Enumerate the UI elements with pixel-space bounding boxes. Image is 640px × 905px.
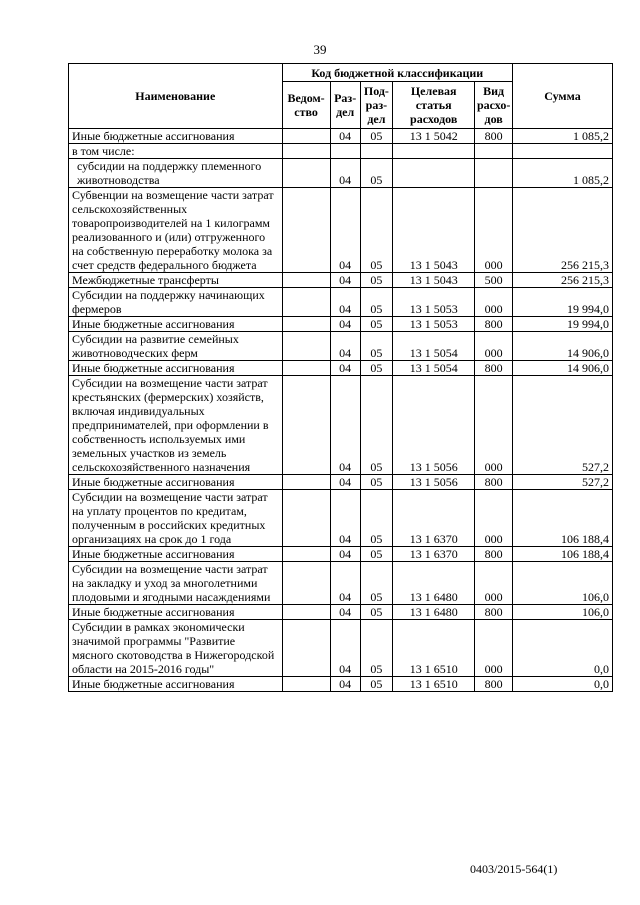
cell-name: Субвенции на возмещение части затрат сельскохозяйственных товаропроизводителей на 1 килограмм реализованного и (или) отгруженного на собственную переработку молока за счет средств федерального бюджета: [69, 188, 283, 273]
cell-vid: 000: [475, 376, 513, 475]
cell-sum: 14 906,0: [512, 361, 612, 376]
cell-razd: 04: [330, 273, 360, 288]
cell-vid: 800: [475, 129, 513, 144]
cell-vid: 800: [475, 677, 513, 692]
table-row: [69, 376, 613, 475]
cell-podr: 05: [360, 620, 392, 677]
table-row: [69, 144, 613, 159]
cell-podr: 05: [360, 562, 392, 605]
cell-podr: [360, 144, 392, 159]
cell-sum: [512, 144, 612, 159]
cell-cel: [393, 159, 475, 188]
cell-sum: 1 085,2: [512, 129, 612, 144]
cell-ved: [282, 144, 330, 159]
cell-ved: [282, 129, 330, 144]
table-row: [69, 605, 613, 620]
cell-razd: 04: [330, 159, 360, 188]
cell-name: Субсидии на возмещение части затрат на уплату процентов по кредитам, полученным в российских кредитных организациях на срок до 1 года: [69, 490, 283, 547]
cell-ved: [282, 317, 330, 332]
cell-razd: 04: [330, 620, 360, 677]
cell-podr: 05: [360, 361, 392, 376]
cell-razd: 04: [330, 317, 360, 332]
budget-table: [68, 63, 613, 692]
cell-cel: 13 1 5056: [393, 475, 475, 490]
cell-vid: 800: [475, 547, 513, 562]
cell-podr: 05: [360, 475, 392, 490]
table-row: [69, 547, 613, 562]
cell-name: в том числе:: [69, 144, 283, 159]
cell-vid: 000: [475, 490, 513, 547]
header-podrazdel: Под-раз-дел: [360, 82, 392, 129]
cell-cel: 13 1 5053: [393, 317, 475, 332]
cell-vid: 000: [475, 620, 513, 677]
cell-name: Иные бюджетные ассигнования: [69, 361, 283, 376]
cell-name: Иные бюджетные ассигнования: [69, 317, 283, 332]
cell-cel: 13 1 6370: [393, 547, 475, 562]
cell-vid: 800: [475, 605, 513, 620]
cell-cel: 13 1 5042: [393, 129, 475, 144]
cell-ved: [282, 273, 330, 288]
cell-sum: 106,0: [512, 605, 612, 620]
cell-razd: 04: [330, 361, 360, 376]
header-name: Наименование: [69, 64, 283, 129]
cell-cel: 13 1 5056: [393, 376, 475, 475]
cell-name: Субсидии на возмещение части затрат крестьянских (фермерских) хозяйств, включая индивидуальных предпринимателей, при оформлении в собственность используемых ими земельных участков из земель сельскохозяйственного назначения: [69, 376, 283, 475]
cell-ved: [282, 547, 330, 562]
cell-sum: 256 215,3: [512, 188, 612, 273]
table-row: [69, 620, 613, 677]
cell-podr: 05: [360, 317, 392, 332]
cell-podr: 05: [360, 547, 392, 562]
cell-vid: 800: [475, 317, 513, 332]
cell-podr: 05: [360, 188, 392, 273]
cell-ved: [282, 188, 330, 273]
table-row: [69, 317, 613, 332]
cell-name: Субсидии на поддержку начинающих фермеров: [69, 288, 283, 317]
table-body: [69, 129, 613, 692]
table-header: [69, 64, 613, 129]
table-row: [69, 475, 613, 490]
cell-name: Иные бюджетные ассигнования: [69, 605, 283, 620]
cell-vid: [475, 159, 513, 188]
cell-cel: 13 1 5043: [393, 273, 475, 288]
cell-name: Иные бюджетные ассигнования: [69, 547, 283, 562]
table-row: [69, 490, 613, 547]
cell-vid: 000: [475, 332, 513, 361]
cell-name: Субсидии на развитие семейных животноводческих ферм: [69, 332, 283, 361]
cell-sum: 0,0: [512, 620, 612, 677]
cell-razd: 04: [330, 288, 360, 317]
cell-podr: 05: [360, 677, 392, 692]
cell-ved: [282, 562, 330, 605]
header-razdel: Раз-дел: [330, 82, 360, 129]
cell-razd: 04: [330, 376, 360, 475]
table-row: [69, 288, 613, 317]
cell-razd: 04: [330, 188, 360, 273]
cell-sum: 527,2: [512, 376, 612, 475]
table-row: [69, 188, 613, 273]
cell-name: субсидии на поддержку племенного животноводства: [69, 159, 283, 188]
cell-razd: 04: [330, 129, 360, 144]
table-row: [69, 677, 613, 692]
cell-sum: 19 994,0: [512, 288, 612, 317]
header-vedomstvo: Ведом-ство: [282, 82, 330, 129]
cell-ved: [282, 288, 330, 317]
header-code-group: Код бюджетной классификации: [282, 64, 512, 82]
cell-podr: 05: [360, 605, 392, 620]
cell-razd: 04: [330, 677, 360, 692]
cell-cel: 13 1 6480: [393, 562, 475, 605]
cell-sum: 527,2: [512, 475, 612, 490]
cell-cel: 13 1 5054: [393, 332, 475, 361]
cell-name: Иные бюджетные ассигнования: [69, 677, 283, 692]
cell-name: Субсидии на возмещение части затрат на закладку и уход за многолетними плодовыми и ягодными насаждениями: [69, 562, 283, 605]
cell-podr: 05: [360, 376, 392, 475]
page-number: 39: [313, 42, 327, 57]
cell-sum: 0,0: [512, 677, 612, 692]
header-sum: Сумма: [512, 64, 612, 129]
cell-podr: 05: [360, 129, 392, 144]
cell-vid: 800: [475, 361, 513, 376]
cell-sum: 14 906,0: [512, 332, 612, 361]
cell-name: Иные бюджетные ассигнования: [69, 129, 283, 144]
cell-cel: 13 1 5053: [393, 288, 475, 317]
cell-razd: 04: [330, 475, 360, 490]
cell-razd: 04: [330, 490, 360, 547]
cell-cel: [393, 144, 475, 159]
header-vid: Вид расхо-дов: [475, 82, 513, 129]
document-code: 0403/2015-564(1): [470, 862, 558, 876]
cell-name: Субсидии в рамках экономически значимой программы "Развитие мясного скотоводства в Нижегородской области на 2015-2016 годы": [69, 620, 283, 677]
cell-vid: 500: [475, 273, 513, 288]
cell-cel: 13 1 6510: [393, 620, 475, 677]
cell-podr: 05: [360, 273, 392, 288]
cell-podr: 05: [360, 332, 392, 361]
table-row: [69, 562, 613, 605]
cell-vid: 000: [475, 562, 513, 605]
cell-cel: 13 1 5054: [393, 361, 475, 376]
cell-razd: 04: [330, 332, 360, 361]
cell-cel: 13 1 6510: [393, 677, 475, 692]
cell-vid: 000: [475, 288, 513, 317]
cell-name: Межбюджетные трансферты: [69, 273, 283, 288]
table-row: [69, 332, 613, 361]
cell-sum: 106,0: [512, 562, 612, 605]
cell-razd: [330, 144, 360, 159]
cell-ved: [282, 490, 330, 547]
cell-podr: 05: [360, 288, 392, 317]
cell-cel: 13 1 6480: [393, 605, 475, 620]
cell-razd: 04: [330, 605, 360, 620]
cell-ved: [282, 677, 330, 692]
cell-podr: 05: [360, 159, 392, 188]
cell-cel: 13 1 6370: [393, 490, 475, 547]
cell-ved: [282, 605, 330, 620]
cell-razd: 04: [330, 547, 360, 562]
cell-ved: [282, 620, 330, 677]
cell-ved: [282, 159, 330, 188]
cell-vid: 000: [475, 188, 513, 273]
cell-sum: 106 188,4: [512, 490, 612, 547]
cell-ved: [282, 376, 330, 475]
table-row: [69, 361, 613, 376]
table-row: [69, 159, 613, 188]
cell-sum: 19 994,0: [512, 317, 612, 332]
table-row: [69, 129, 613, 144]
cell-vid: 800: [475, 475, 513, 490]
cell-podr: 05: [360, 490, 392, 547]
cell-ved: [282, 361, 330, 376]
cell-ved: [282, 332, 330, 361]
table-row: [69, 273, 613, 288]
header-celevaya: Целевая статья расходов: [393, 82, 475, 129]
cell-sum: 256 215,3: [512, 273, 612, 288]
cell-cel: 13 1 5043: [393, 188, 475, 273]
cell-name: Иные бюджетные ассигнования: [69, 475, 283, 490]
cell-ved: [282, 475, 330, 490]
cell-sum: 1 085,2: [512, 159, 612, 188]
cell-sum: 106 188,4: [512, 547, 612, 562]
cell-razd: 04: [330, 562, 360, 605]
cell-vid: [475, 144, 513, 159]
